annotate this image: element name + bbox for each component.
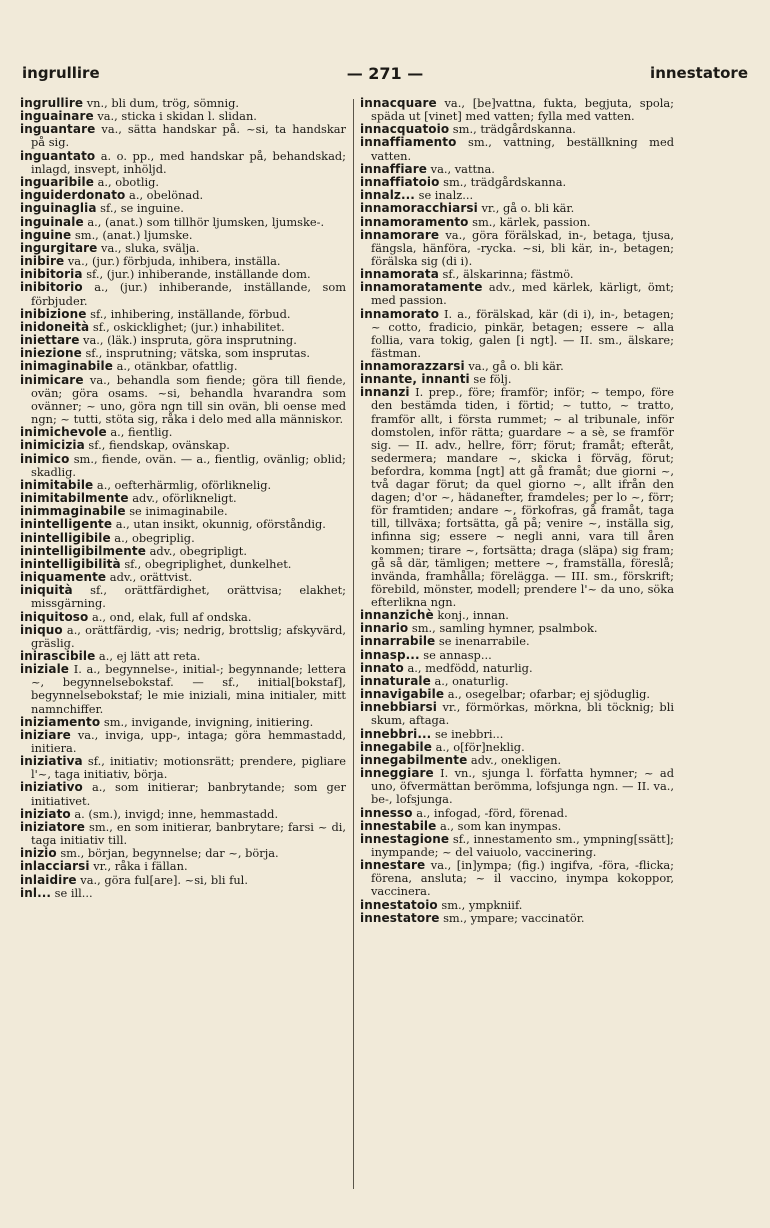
- entry-headword: iniquo: [20, 622, 63, 637]
- entry-headword: inizio: [20, 846, 57, 861]
- entry-headword: iniquità: [20, 583, 73, 598]
- dictionary-entry: [20, 374, 346, 426]
- entry-definition: sf., (jur.) inhiberande, inställande dom.: [82, 267, 311, 282]
- entry-definition: va., sluka, svälja.: [97, 240, 200, 255]
- dictionary-entry: [360, 229, 674, 268]
- entry-headword: innasp...: [360, 647, 420, 662]
- entry-headword: innaffiare: [360, 161, 428, 176]
- dictionary-entry: [20, 808, 346, 821]
- dictionary-entry: [360, 899, 674, 912]
- dictionary-entry: [360, 123, 674, 136]
- dictionary-entry: [360, 807, 674, 820]
- dictionary-entry: [360, 662, 674, 675]
- entry-definition: va., (jur.) förbjuda, inhibera, inställa.: [64, 254, 281, 269]
- dictionary-entry: [20, 189, 346, 202]
- dictionary-entry: [360, 97, 674, 123]
- entry-headword: iniziativo: [20, 780, 83, 795]
- entry-headword: inimico: [20, 451, 70, 466]
- entry-definition: sf., fiendskap, ovänskap.: [84, 438, 230, 453]
- dictionary-entry: [20, 202, 346, 215]
- entry-definition: va., sätta handskar på. ~si, ta handskar på sig.: [31, 122, 346, 150]
- dictionary-entry: [20, 729, 346, 755]
- entry-definition: vr., råka i fällan.: [89, 859, 188, 874]
- entry-headword: inintelligibilità: [20, 556, 121, 571]
- entry-headword: innestabile: [360, 818, 437, 833]
- entry-definition: a., (jur.) inhiberande, inställande, som förbjuder.: [31, 280, 346, 308]
- dictionary-entry: [20, 334, 346, 347]
- entry-headword: innacquare: [360, 97, 437, 110]
- entry-definition: a., o[för]neklig.: [431, 739, 525, 754]
- entry-headword: inguainare: [20, 109, 94, 124]
- entry-definition: a., (anat.) som tillhör ljumsken, ljumske-.: [83, 214, 325, 229]
- entry-definition: va., gå o. bli kär.: [464, 359, 564, 373]
- entry-definition: sm., fiende, ovän. — a., fientlig, ovänlig; oblid; skadlig.: [31, 451, 346, 479]
- entry-definition: va., inviga, upp-, intaga; göra hemmastadd, initiera.: [31, 727, 346, 755]
- dictionary-entry: [20, 860, 346, 873]
- dictionary-entry: [360, 189, 674, 202]
- entry-definition: I. vn., sjunga l. författa hymner; ~ ad uno, öfvermättan berömma, lofsjunga ngn. — II. va., be-, lofsjunga.: [371, 766, 674, 807]
- entry-headword: iniziale: [20, 662, 70, 677]
- entry-headword: innestatoio: [360, 897, 438, 912]
- entry-definition: sf., orättfärdighet, orättvisa; elakhet; missgärning.: [31, 583, 346, 611]
- entry-headword: innestare: [360, 858, 426, 873]
- entry-headword: iniettare: [20, 333, 80, 348]
- dictionary-entry: [360, 386, 674, 609]
- entry-headword: inguiderdonato: [20, 188, 126, 203]
- entry-headword: innebbri...: [360, 726, 432, 741]
- dictionary-entry: [360, 136, 674, 162]
- entry-headword: inimmaginabile: [20, 504, 126, 519]
- dictionary-entry: [20, 505, 346, 518]
- entry-headword: iniziamento: [20, 714, 101, 729]
- entry-headword: innacquatoio: [360, 122, 450, 137]
- header-left-guideword: ingrullire: [22, 64, 100, 82]
- entry-definition: vn., bli dum, trög, sömnig.: [83, 97, 240, 110]
- entry-headword: ingurgitare: [20, 240, 98, 255]
- entry-definition: se annasp...: [419, 647, 492, 662]
- entry-headword: inintelligente: [20, 517, 113, 532]
- entry-definition: sf., innestamento sm., ympning[ssätt]; inympande; ~ del vaiuolo, vaccinering.: [371, 831, 674, 860]
- dictionary-entry: [20, 821, 346, 847]
- entry-headword: innanzichè: [360, 608, 434, 623]
- dictionary-entry: [20, 110, 346, 123]
- entry-definition: va., (läk.) inspruta, göra insprutning.: [79, 333, 297, 348]
- entry-definition: a., infogad, -förd, förenad.: [412, 805, 568, 820]
- dictionary-entry: [360, 833, 674, 859]
- entry-definition: va., behandla som fiende; göra till fiende, ovän; göra osams. ~si, behandla hvarandra som ovänner; ~ uno, göra ngn till sin ovän, bli oense med ngn; ~ tutti, stöta sig, råka i delo med alla människor.: [31, 372, 346, 426]
- dictionary-entry: [20, 321, 346, 334]
- entry-definition: sm., trädgårdskanna.: [449, 122, 576, 137]
- entry-headword: inibitorio: [20, 280, 83, 295]
- entry-definition: sf., se inguine.: [96, 201, 184, 216]
- dictionary-entry: [360, 308, 674, 360]
- entry-headword: iniquamente: [20, 570, 107, 585]
- entry-headword: innamoracchiarsi: [360, 201, 478, 216]
- entry-definition: va., sticka i skidan l. slidan.: [93, 109, 257, 124]
- dictionary-entry: [20, 255, 346, 268]
- entry-headword: inguantato: [20, 148, 96, 163]
- entry-headword: iniziativa: [20, 754, 83, 769]
- dictionary-entry: [360, 820, 674, 833]
- dictionary-entry: [360, 635, 674, 648]
- entry-headword: innegabile: [360, 739, 432, 754]
- dictionary-entry: [20, 545, 346, 558]
- dictionary-entry: [360, 767, 674, 806]
- dictionary-entry: [20, 97, 346, 110]
- entry-headword: innario: [360, 621, 409, 636]
- dictionary-entry: [20, 479, 346, 492]
- dictionary-entry: [20, 663, 346, 715]
- entry-definition: adv., orättvist.: [106, 570, 193, 585]
- entry-definition: vr., gå o. bli kär.: [477, 201, 575, 216]
- entry-headword: innarrabile: [360, 634, 436, 649]
- entry-headword: innalz...: [360, 188, 415, 203]
- entry-headword: inibire: [20, 254, 65, 269]
- dictionary-entry: [20, 611, 346, 624]
- dictionary-entry: [20, 242, 346, 255]
- entry-headword: inguaribile: [20, 174, 94, 189]
- entry-headword: innaffiatoio: [360, 174, 440, 189]
- entry-definition: sm., invigande, invigning, initiering.: [100, 714, 314, 729]
- dictionary-entry: [20, 887, 346, 900]
- dictionary-entry: [360, 675, 674, 688]
- dictionary-entry: [360, 649, 674, 662]
- entry-definition: va., [in]ympa; (fig.) ingifva, -föra, -flicka; förena, ansluta; ~ il vaccino, inympa kokoppor, vaccinera.: [371, 858, 674, 899]
- entry-headword: innaffiamento: [360, 135, 457, 150]
- entry-headword: iniziatore: [20, 819, 86, 834]
- entry-definition: sf., obegriplighet, dunkelhet.: [120, 556, 292, 571]
- entry-definition: a., obelönad.: [125, 188, 204, 203]
- entry-headword: innato: [360, 660, 404, 675]
- entry-definition: se ill...: [51, 885, 93, 900]
- entry-headword: iniezione: [20, 346, 82, 361]
- dictionary-entry: [20, 558, 346, 571]
- entry-definition: sf., inhibering, inställande, förbud.: [86, 306, 291, 321]
- dictionary-entry: [360, 912, 674, 925]
- dictionary-entry: [360, 701, 674, 727]
- entry-definition: a., som kan inympas.: [436, 818, 562, 833]
- entry-headword: inguantare: [20, 122, 96, 137]
- entry-definition: a., utan insikt, okunnig, oförståndig.: [112, 517, 326, 532]
- entry-definition: se inimaginabile.: [125, 504, 228, 519]
- entry-headword: inintelligibile: [20, 530, 111, 545]
- dictionary-entry: [20, 716, 346, 729]
- dictionary-entry: [20, 847, 346, 860]
- entry-definition: a., fientlig.: [106, 425, 173, 440]
- entry-headword: inguinaglia: [20, 201, 97, 216]
- entry-definition: konj., innan.: [433, 608, 509, 623]
- entry-headword: inibitoria: [20, 267, 83, 282]
- entry-headword: innegabilmente: [360, 753, 468, 768]
- entry-definition: se inalz...: [414, 188, 474, 203]
- dictionary-entry: [20, 123, 346, 149]
- entry-definition: I. prep., före; framför; inför; ~ tempo, före den bestämda tiden, i förtid; ~ tutto, ~ tratto, framför allt, i första rummet; ~ al tribunale, inför domstolen, inför rätta; guardare ~ a sè, se framför sig. — II. adv., hellre, förr; förut; framåt; efteråt, sedermera; mandare ~, skicka i förväg, förut; befordra, komma [ngt] att gå framåt; due giorni ~, två dagar förut; da quel giorno ~, allt ifrån den dagen; d'or ~, hädanefter, framdeles; per lo ~, förr; för framtiden; andare ~, förkofras, gå framåt, taga till, tillväxa; fortsätta, gå på; venire ~, inställa sig, infinna sig; essere ~ negli anni, vara till åren kommen; tirare ~, fortsätta; draga (släpa) sig fram; gå så där, tämligen; mettere ~, framställa, föreslå; invända, framhålla; förelägga. — III. sm., förskrift; förebild, mönster, modell; prendere l'~ da uno, söka efterlikna ngn.: [371, 385, 674, 609]
- entry-headword: ingrullire: [20, 97, 84, 110]
- dictionary-entry: [20, 308, 346, 321]
- entry-definition: sm., trädgårdskanna.: [439, 174, 567, 189]
- dictionary-entry: [20, 426, 346, 439]
- dictionary-entry: [20, 584, 346, 610]
- entry-definition: va., vattna.: [427, 161, 495, 176]
- header-right-guideword: innestatore: [650, 64, 748, 82]
- entry-headword: innamorato: [360, 306, 440, 321]
- dictionary-entry: [20, 150, 346, 176]
- entry-headword: innebbiarsi: [360, 700, 438, 715]
- entry-headword: inlacciarsi: [20, 859, 90, 874]
- dictionary-entry: [360, 728, 674, 741]
- entry-headword: innesso: [360, 805, 413, 820]
- dictionary-entry: [20, 439, 346, 452]
- dictionary-entry: [20, 650, 346, 663]
- entry-definition: I. a., förälskad, kär (di i), in-, betagen; ~ cotto, fradicio, pinkär, betagen; essere ~ alla follia, vara tokig, galen [i ngt]. — II. sm., älskare; fästman.: [371, 306, 674, 360]
- dictionary-entry: [360, 176, 674, 189]
- entry-headword: innestagione: [360, 831, 450, 846]
- entry-definition: se inebbri...: [431, 726, 504, 741]
- dictionary-entry: [360, 741, 674, 754]
- entry-headword: innamorazzarsi: [360, 359, 465, 373]
- entry-headword: iniquitoso: [20, 609, 89, 624]
- entry-definition: adv., oförlikneligt.: [128, 490, 237, 505]
- entry-headword: innaturale: [360, 674, 431, 688]
- entry-headword: innanzi: [360, 385, 410, 400]
- dictionary-entry: [20, 624, 346, 650]
- entry-definition: sm., (anat.) ljumske.: [71, 227, 193, 242]
- entry-definition: a. (sm.), invigd; inne, hemmastadd.: [70, 806, 279, 821]
- dictionary-entry: [360, 202, 674, 215]
- entry-headword: innamoratamente: [360, 280, 483, 295]
- entry-definition: va., göra förälskad, in-, betaga, tjusa, fängsla, hänföra, -rycka. ~si, bli kär, in-, betagen; förälska sig (di i).: [371, 227, 674, 268]
- entry-definition: a., oefterhärmlig, oförliknelig.: [93, 477, 272, 492]
- entry-definition: sm., början, begynnelse; dar ~, börja.: [56, 846, 279, 861]
- entry-headword: inlaidire: [20, 872, 77, 887]
- entry-headword: innamorata: [360, 267, 439, 282]
- dictionary-entry: [20, 453, 346, 479]
- entry-definition: se inenarrabile.: [435, 634, 530, 649]
- dictionary-entry: [20, 518, 346, 531]
- entry-definition: sm., ympkniif.: [437, 897, 523, 912]
- dictionary-entry: [360, 216, 674, 229]
- entry-definition: a., obotlig.: [93, 174, 160, 189]
- dictionary-entry: [20, 347, 346, 360]
- entry-definition: sm., samling hymner, psalmbok.: [408, 621, 598, 636]
- column-divider: [353, 99, 354, 1189]
- entry-definition: sf., älskarinna; fästmö.: [438, 267, 574, 282]
- entry-definition: sf., insprutning; vätska, som insprutas.: [81, 346, 310, 361]
- entry-headword: inimicizia: [20, 438, 85, 453]
- entry-headword: innamorare: [360, 227, 440, 242]
- entry-headword: innamoramento: [360, 214, 469, 229]
- entry-definition: a., ej lätt att reta.: [95, 649, 201, 664]
- entry-headword: innante, innanti: [360, 372, 470, 387]
- dictionary-entry: [360, 859, 674, 898]
- entry-definition: I. a., begynnelse-, initial-; begynnande; lettera ~, begynnelsebokstaf. — sf., initial[bokstaf], begynnelsebokstaf; le mie iniziali, mina initialer, mitt namnchiffer.: [31, 662, 346, 716]
- dictionary-entry: [360, 622, 674, 635]
- dictionary-entry: [20, 571, 346, 584]
- left-column: [20, 97, 346, 1207]
- dictionary-entry: [360, 163, 674, 176]
- entry-definition: sf., oskicklighet; (jur.) inhabilitet.: [89, 319, 285, 334]
- dictionary-entry: [360, 609, 674, 622]
- entry-definition: a., medfödd, naturlig.: [403, 660, 533, 675]
- dictionary-entry: [20, 532, 346, 545]
- dictionary-entry: [20, 216, 346, 229]
- entry-headword: inguinale: [20, 214, 84, 229]
- entry-definition: sm., vattning, beställkning med vatten.: [371, 135, 674, 163]
- entry-headword: inibizione: [20, 306, 87, 321]
- right-column: [360, 97, 674, 1207]
- entry-definition: a., som initierar; banbrytande; som ger initiativet.: [31, 780, 346, 808]
- entry-headword: inimaginabile: [20, 359, 113, 374]
- dictionary-entry: [360, 268, 674, 281]
- dictionary-entry: [360, 373, 674, 386]
- entry-headword: inguine: [20, 227, 72, 242]
- entry-headword: innestatore: [360, 910, 440, 925]
- entry-definition: a., osegelbar; ofarbar; ej sjöduglig.: [444, 687, 650, 702]
- entry-definition: adv., onekligen.: [467, 753, 562, 768]
- dictionary-entry: [20, 229, 346, 242]
- entry-definition: se följ.: [469, 372, 512, 387]
- entry-definition: a., onaturlig.: [430, 674, 509, 688]
- dictionary-entry: [360, 281, 674, 307]
- dictionary-entry: [20, 281, 346, 307]
- entry-definition: vr., förmörkas, mörkna, bli töcknig; bli skum, aftaga.: [371, 700, 674, 728]
- dictionary-entry: [360, 754, 674, 767]
- dictionary-entry: [20, 176, 346, 189]
- entry-definition: a. o. pp., med handskar på, behandskad; inlagd, insvept, inhöljd.: [31, 148, 346, 176]
- entry-headword: inimichevole: [20, 425, 107, 440]
- dictionary-entry: [20, 781, 346, 807]
- dictionary-entry: [20, 492, 346, 505]
- entry-definition: sf., initiativ; motionsrätt; prendere, pigliare l'~, taga initiativ, börja.: [31, 754, 346, 782]
- entry-headword: inimitabile: [20, 477, 94, 492]
- page-header: [22, 64, 748, 88]
- entry-definition: va., göra ful[are]. ~si, bli ful.: [76, 872, 248, 887]
- entry-headword: inimitabilmente: [20, 490, 129, 505]
- entry-headword: inidoneità: [20, 319, 90, 334]
- entry-definition: sm., kärlek, passion.: [468, 214, 591, 229]
- entry-headword: iniziato: [20, 806, 71, 821]
- entry-headword: inintelligibilmente: [20, 543, 147, 558]
- dictionary-entry: [360, 688, 674, 701]
- dictionary-entry: [20, 360, 346, 373]
- entry-definition: adv., obegripligt.: [146, 543, 248, 558]
- dictionary-entry: [360, 360, 674, 373]
- entry-definition: a., ond, elak, full af ondska.: [88, 609, 252, 624]
- entry-headword: inirascibile: [20, 649, 96, 664]
- dictionary-entry: [20, 874, 346, 887]
- entry-headword: inl...: [20, 885, 52, 900]
- page-number: — 271 —: [346, 64, 424, 83]
- dictionary-entry: [20, 755, 346, 781]
- entry-headword: innavigabile: [360, 687, 445, 702]
- entry-definition: a., obegriplig.: [110, 530, 195, 545]
- entry-definition: va., [be]vattna, fukta, begjuta, spola; späda ut [vinet] med vatten; fylla med vatten.: [371, 97, 674, 124]
- entry-definition: sm., en som initierar, banbrytare; farsi ~ di, taga initiativ till.: [31, 819, 346, 847]
- entry-definition: sm., ympare; vaccinatör.: [439, 910, 585, 925]
- dictionary-entry: [20, 268, 346, 281]
- entry-headword: inimicare: [20, 372, 84, 387]
- entry-definition: a., otänkbar, ofattlig.: [112, 359, 238, 374]
- entry-definition: adv., med kärlek, kärligt, ömt; med passion.: [371, 280, 674, 308]
- entry-definition: a., orättfärdig, -vis; nedrig, brottslig; afskyvärd, gräslig.: [31, 622, 346, 650]
- entry-headword: inneggiare: [360, 766, 434, 781]
- entry-headword: iniziare: [20, 727, 71, 742]
